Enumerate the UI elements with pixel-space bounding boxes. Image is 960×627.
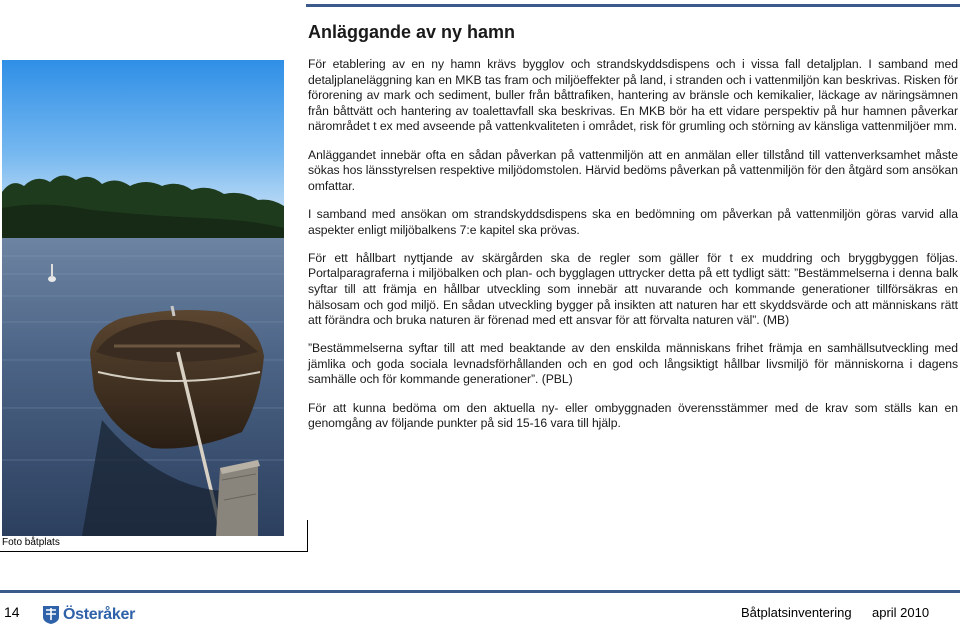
- paragraph-6: För att kunna bedöma om den aktuella ny- eller ombyggnaden överensstämmer med de krav som ställs kan en genomgång av följande punkter på sid 15-16 vara till hjälp.: [308, 400, 958, 431]
- paragraph-4: För ett hållbart nyttjande av skärgården ska de regler som gäller för t ex muddring och bryggbyggen följas. Portalparagraferna i miljöbalken och plan- och bygglagen uttrycker detta på ett tydligt sätt: ”Bestämmelserna i denna balk syftar till att främja en hållbar utveckling som innebär att nuvarande och kommande generationer tillförsäkras en hälsosam och god miljö. En sådan utveckling bygger på insikten att naturen har ett skyddsvärde och att människans rätt att förändra och bruka naturen är förenad med ett ansvar för att förvalta naturen väl”. (MB): [308, 250, 958, 328]
- boat-photo: [2, 60, 284, 536]
- paragraph-3: I samband med ansökan om strandskyddsdispens ska en bedömning om påverkan på vattenmiljön göras varvid alla aspekter enligt miljöbalkens 7:e kapitel ska prövas.: [308, 206, 958, 237]
- paragraph-1: För etablering av en ny hamn krävs bygglov och strandskyddsdispens och i vissa fall detaljplan. I samband med detaljplaneläggning kan en MKB tas fram och miljöeffekter på land, i stranden och i vattenmiljön kan beskrivas. Risken för förorening av mark och sediment, buller från båttrafiken, hantering av bränsle och kemikalier, läckage av näringsämnen från båttvätt och hantering av toalettavfall ska beskrivas. En MKB bör ha ett vidare perspektiv på hur hamnen påverkar närområdet t ex med avseende på vattenkvaliteten i området, risk för grumling och störning av känsliga vattenmiljöer mm.: [308, 57, 958, 134]
- osteraker-logo: [42, 604, 135, 626]
- header-rule: [306, 4, 960, 7]
- document-date: april 2010: [872, 605, 930, 620]
- document-title: Båtplatsinventering: [741, 605, 852, 620]
- article: [308, 20, 958, 444]
- paragraph-2: Anläggandet innebär ofta en sådan påverkan på vattenmiljön att en anmälan eller tillstånd till vattenverksamhet måste sökas hos länsstyrelsen respektive miljödomstolen. Härvid bedöms påverkan på vattenmiljön för den åtgärd som ansökan omfattar.: [308, 147, 958, 193]
- photo-caption: Foto båtplats: [2, 537, 60, 548]
- footer-rule: [0, 590, 960, 593]
- paragraph-5: ”Bestämmelserna syftar till att med beaktande av den enskilda människans frihet främja en samhällsutveckling med jämlika och goda sociala levnadsförhållanden och en god och långsiktigt hållbar livsmiljö för människorna i dagens samhälle och för kommande generationer”. (PBL): [308, 341, 958, 387]
- logo-text: Österåker: [63, 606, 136, 623]
- page-number: 14: [4, 604, 20, 620]
- page-title: Anläggande av ny hamn: [308, 22, 516, 42]
- crest-icon: [42, 605, 60, 625]
